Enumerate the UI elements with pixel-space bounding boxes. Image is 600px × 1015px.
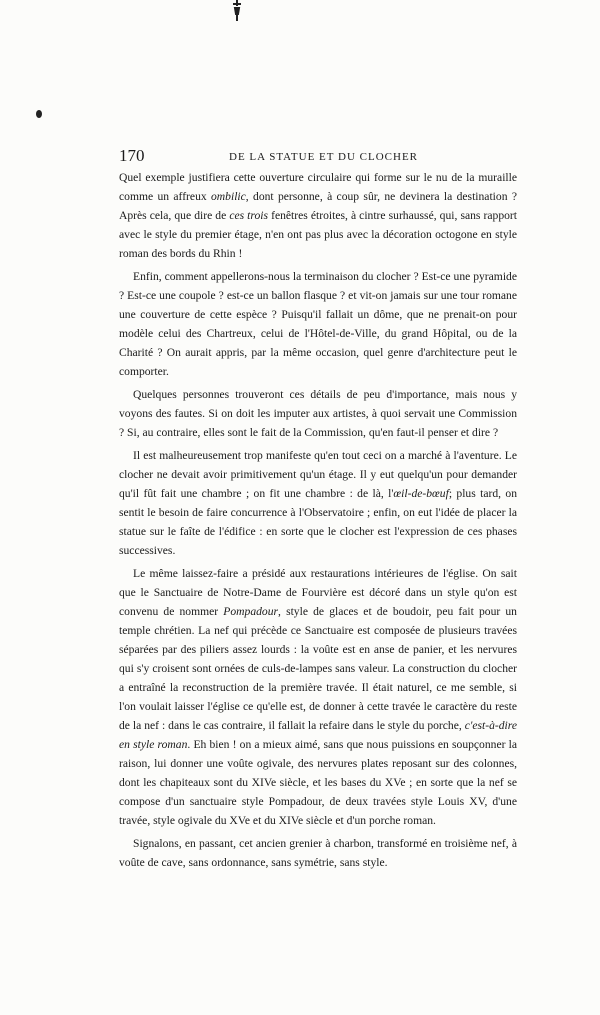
page-number: 170: [119, 146, 145, 165]
text-segment: Signalons, en passant, cet ancien grenier à charbon, transformé en troisième nef, à voûte de cave, sans ordonnance, sans symétrie, sans style.: [119, 837, 517, 869]
italic-text: ombilic: [211, 190, 246, 203]
text-segment: Il est malheureusement trop manifeste qu'en tout ceci on a marché à l'aventure. Le clocher ne devait avoir primitivement qu'un étage. Il y eut quelqu'un pour demander qu'il fût fait une chambre ; on fit une chambre : de là, l': [119, 449, 517, 500]
paragraph: [119, 385, 517, 442]
text-segment: Le même laissez-faire a présidé aux restaurations intérieures de l'église. On sait que le Sanctuaire de Notre-Dame de Fourvière est décoré dans un style qu'on est convenu de nommer: [119, 567, 517, 618]
paragraph: [119, 267, 517, 381]
italic-text: Pompadour: [223, 605, 279, 618]
text-segment: , style de glaces et de boudoir, peu fait pour un temple chrétien. La nef qui précède ce Sanctuaire est composée de plusieurs travées séparées par des piliers assez lourds : la voûte est en anse de panier, et les nervures qui s'y croisent sont ornées de culs-de-lampes sans valeur. La construction du clocher a entraîné la reconstruction de la première travée. Il était naturel, ce me semble, si l'on voulait laisser l'église ce qu'elle est, de donner à cette travée le caractère du reste de la nef : dans le cas contraire, il fallait la refaire dans le style du porche,: [119, 605, 517, 732]
printer-ornament-mark: [230, 0, 244, 22]
ink-blot: [36, 110, 42, 118]
paragraph: [119, 834, 517, 872]
body-text: [119, 168, 517, 872]
text-segment: , dont personne, à coup sûr, ne devinera la destination ? Après cela, que dire de: [119, 190, 517, 222]
text-segment: ; plus tard, on sentit le besoin de faire concurrence à l'Observatoire ; enfin, on eut l'idée de placer la statue sur le faîte de l'édifice : en sorte que le clocher est l'expression de ces phases successives.: [119, 487, 517, 557]
paragraph: [119, 564, 517, 830]
italic-text: c'est-à-dire en style roman: [119, 719, 517, 751]
italic-text: ces trois: [229, 209, 269, 222]
text-segment: Quelques personnes trouveront ces détails de peu d'importance, mais nous y voyons des fautes. Si on doit les imputer aux artistes, à quoi servait une Commission ? Si, au contraire, elles sont le fait de la Commission, qu'en faut-il penser et dire ?: [119, 388, 517, 439]
book-page: [119, 146, 517, 876]
paragraph: [119, 168, 517, 263]
text-segment: fenêtres étroites, à cintre surhaussé, qui, sans rapport avec le style du premier étage, n'en ont pas plus avec la décoration octogone en style roman des bords du Rhin !: [119, 209, 517, 260]
running-head: [119, 146, 517, 166]
text-segment: Quel exemple justifiera cette ouverture circulaire qui forme sur le nu de la muraille comme un affreux: [119, 171, 517, 203]
text-segment: . Eh bien ! on a mieux aimé, sans que nous puissions en soupçonner la raison, lui donner une voûte ogivale, des nervures plates reposant sur des colonnes, dont les chapiteaux sont du XIVe siècle, et les bases du XVe ; en sorte que la nef se compose d'un sanctuaire style Pompadour, de deux travées style Louis XV, d'une travée, style ogivale du XVe et du XIVe siècle et d'un porche roman.: [119, 738, 517, 827]
italic-text: œil-de-bœuf: [393, 487, 449, 500]
running-title: DE LA STATUE ET DU CLOCHER: [229, 151, 418, 163]
paragraph: [119, 446, 517, 560]
text-segment: Enfin, comment appellerons-nous la terminaison du clocher ? Est-ce une pyramide ? Est-ce une coupole ? est-ce un ballon flasque ? et vit-on jamais sur une tour romane une couverture de cette espèce ? Puisqu'il fallait un dôme, que ne prenait-on pour modèle celui des Chartreux, celui de l'Hôtel-de-Ville, du grand Hôpital, ou de la Charité ? On aurait appris, par la même occasion, quel genre d'architecture peut le comporter.: [119, 270, 517, 378]
